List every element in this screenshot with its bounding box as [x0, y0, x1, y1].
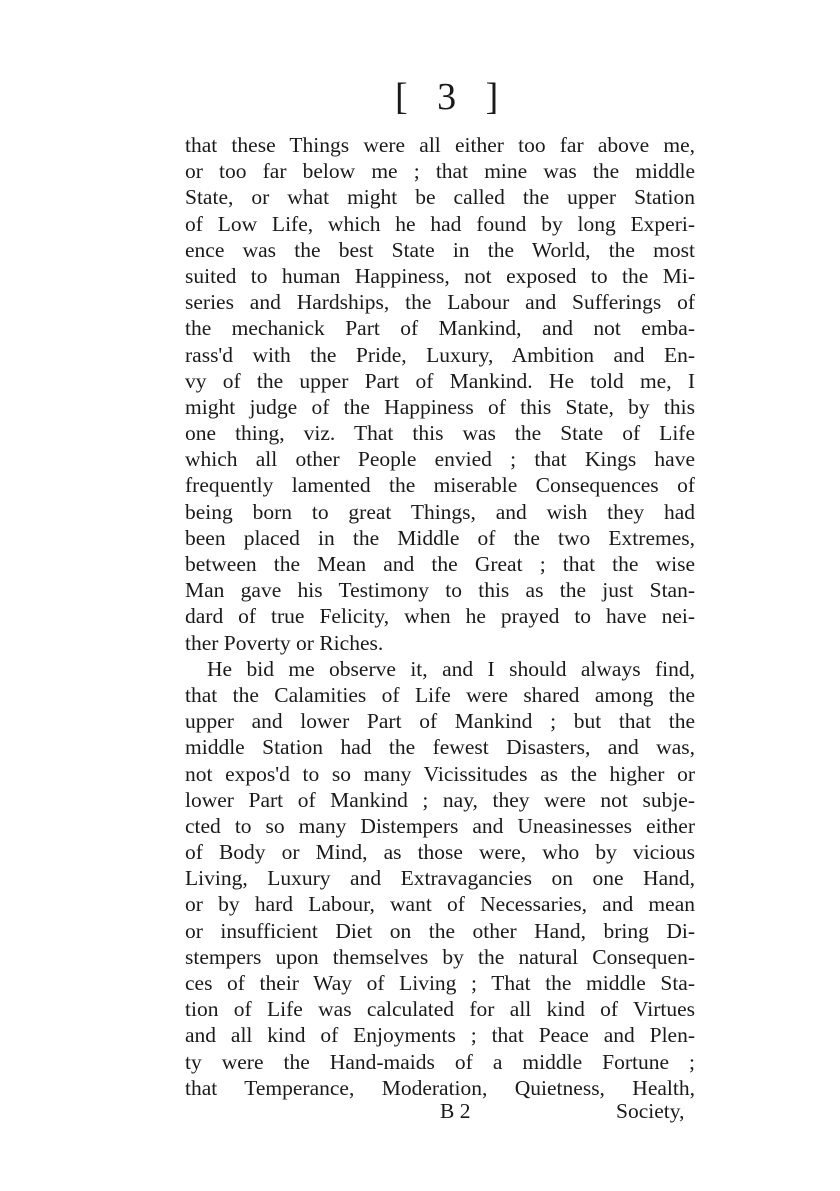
text-line: Man gave his Testimony to this as the just Stan-	[185, 578, 695, 603]
text-line: dard of true Felicity, when he prayed to have nei-	[185, 604, 695, 629]
text-line: suited to human Happiness, not exposed to the Mi-	[185, 263, 695, 288]
text-line: lower Part of Mankind ; nay, they were not subje-	[185, 787, 695, 812]
paragraph-end-line: ther Poverty or Riches.	[185, 630, 384, 655]
paragraph-start-line: He bid me observe it, and I should always find,	[207, 656, 695, 681]
text-line: vy of the upper Part of Mankind. He told me, I	[185, 368, 695, 393]
text-line: not expos'd to so many Vicissitudes as the higher or	[185, 761, 695, 786]
text-line: Living, Luxury and Extravagancies on one Hand,	[185, 866, 695, 891]
text-line: ty were the Hand-maids of a middle Fortune ;	[185, 1049, 695, 1074]
text-line: or by hard Labour, want of Necessaries, and mean	[185, 892, 695, 917]
text-line: stempers upon themselves by the natural Consequen-	[185, 944, 695, 969]
text-line: might judge of the Happiness of this State, by this	[185, 394, 695, 419]
catchword: Society,	[616, 1099, 685, 1123]
text-line: ces of their Way of Living ; That the middle Sta-	[185, 971, 695, 995]
text-line: rass'd with the Pride, Luxury, Ambition and En-	[185, 342, 695, 367]
text-line: the mechanick Part of Mankind, and not emba-	[185, 316, 695, 341]
text-line: and all kind of Enjoyments ; that Peace and Plen-	[185, 1023, 695, 1048]
text-line: ence was the best State in the World, the most	[185, 237, 695, 262]
text-line: one thing, viz. That this was the State of Life	[185, 421, 695, 446]
text-line: tion of Life was calculated for all kind of Virtues	[185, 997, 695, 1022]
text-line: middle Station had the fewest Disasters, and was,	[185, 735, 695, 760]
text-line: cted to so many Distempers and Uneasinesses either	[185, 813, 695, 838]
text-line: of Low Life, which he had found by long Experi-	[185, 211, 695, 236]
text-line: that these Things were all either too far above me,	[185, 133, 695, 157]
text-line: upper and lower Part of Mankind ; but that the	[185, 709, 695, 734]
text-line: been placed in the Middle of the two Extremes,	[185, 525, 695, 550]
text-line: of Body or Mind, as those were, who by vicious	[185, 840, 695, 865]
text-line: that Temperance, Moderation, Quietness, Health,	[185, 1075, 695, 1100]
text-line: frequently lamented the miserable Consequences of	[185, 473, 695, 498]
text-line: which all other People envied ; that Kings have	[185, 447, 695, 472]
body-text	[185, 132, 695, 1101]
signature-mark: B 2	[440, 1099, 471, 1123]
text-line: or too far below me ; that mine was the middle	[185, 159, 695, 184]
text-line: between the Mean and the Great ; that the wise	[185, 552, 695, 576]
page-number: [ 3 ]	[395, 76, 509, 118]
text-line: that the Calamities of Life were shared among the	[185, 682, 695, 707]
text-line: series and Hardships, the Labour and Sufferings of	[185, 290, 695, 315]
text-line: or insufficient Diet on the other Hand, bring Di-	[185, 918, 695, 943]
text-line: State, or what might be called the upper Station	[185, 185, 695, 210]
text-line: being born to great Things, and wish they had	[185, 499, 695, 524]
